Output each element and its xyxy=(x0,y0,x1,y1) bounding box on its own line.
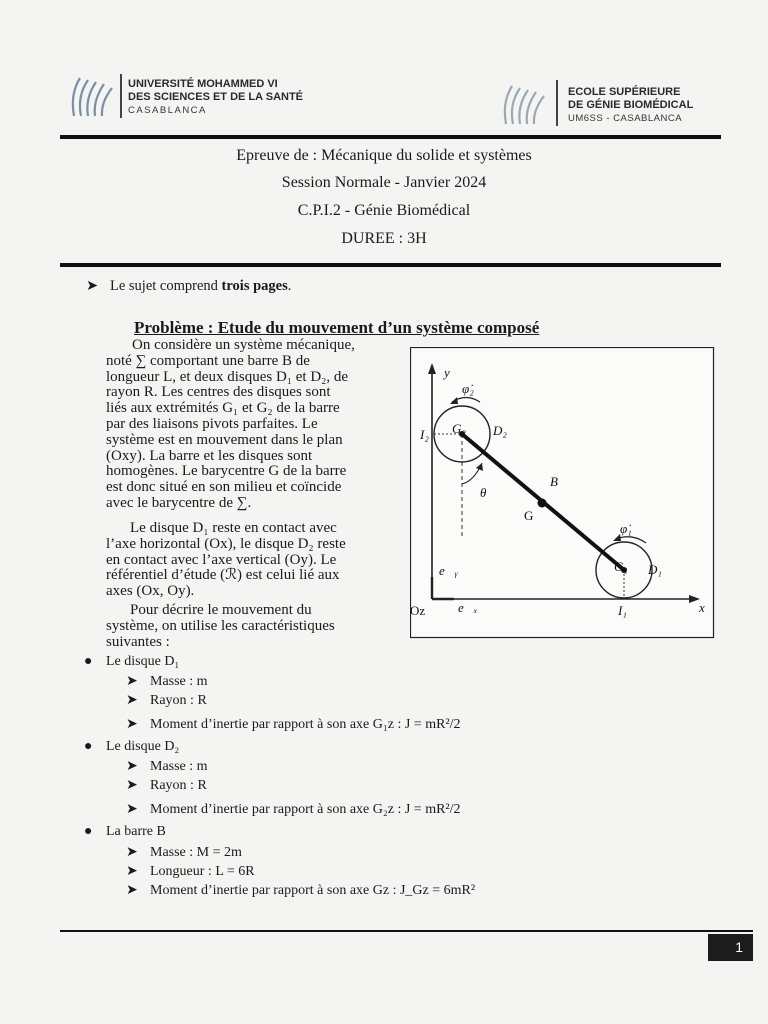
label-g: G xyxy=(524,508,534,523)
label-y: y xyxy=(444,365,450,380)
d2-mass: ➤ Masse : m xyxy=(126,759,208,774)
label-phi2: φ̇₂ xyxy=(462,381,474,396)
bullet-dot-icon: ● xyxy=(84,654,93,669)
arrow-bullet-icon: ➤ xyxy=(126,717,138,732)
header-rule-top xyxy=(60,135,721,139)
page-number: 1 xyxy=(735,939,743,955)
exam-program: C.P.I.2 - Génie Biomédical xyxy=(297,202,471,219)
component-d2-heading: ● Le disque D₂ xyxy=(84,739,180,754)
d2-inertia: ➤ Moment d’inertie par rapport à son axe G₂z : J = mR²/2 xyxy=(126,802,461,817)
label-d1: D₁ xyxy=(648,562,662,577)
label-g1: G₁ xyxy=(614,559,628,574)
arrow-bullet-icon: ➤ xyxy=(126,802,138,817)
d2-radius: ➤ Rayon : R xyxy=(126,778,207,793)
d1-radius: ➤ Rayon : R xyxy=(126,693,207,708)
exam-duration: DUREE : 3H xyxy=(341,230,427,247)
label-i1: I₁ xyxy=(618,603,627,618)
label-phi1: φ̇₁ xyxy=(620,521,632,536)
bullet-dot-icon: ● xyxy=(84,739,93,754)
school-logo-icon xyxy=(498,80,552,128)
arrow-bullet-icon: ➤ xyxy=(126,864,138,879)
pages-note: ➤ Le sujet comprend trois pages. xyxy=(86,278,292,294)
footer-rule xyxy=(60,930,753,932)
paragraph-3: Pour décrire le mouvement du système, on utilise les caractéristiques suivantes : xyxy=(106,602,335,650)
label-origin: Oz xyxy=(410,603,426,618)
right-logo-line-3: UM6SS - CASABLANCA xyxy=(568,113,683,124)
label-b: B xyxy=(550,474,558,489)
problem-title: Problème : Etude du mouvement d’un système composé xyxy=(134,318,540,337)
left-logo-line-2: DES SCIENCES ET DE LA SANTÉ xyxy=(128,91,304,103)
label-g2: G₂ xyxy=(452,421,466,436)
exam-title: Epreuve de : Mécanique du solide et systèmes xyxy=(236,147,532,164)
page-number-box xyxy=(708,934,753,961)
label-ex: e⃗ₓ xyxy=(458,600,478,615)
university-logo-icon xyxy=(66,72,120,120)
component-d1-heading: ● Le disque D₁ xyxy=(84,654,180,669)
exam-session: Session Normale - Janvier 2024 xyxy=(281,174,487,191)
barycenter-g xyxy=(538,499,547,508)
bar-mass: ➤ Masse : M = 2m xyxy=(126,845,242,860)
left-logo-line-1: UNIVERSITÉ MOHAMMED VI xyxy=(128,78,278,90)
right-logo-line-2: DE GÉNIE BIOMÉDICAL xyxy=(568,99,694,111)
paragraph-1: On considère un système mécanique, noté ∑ comportant une barre B de longueur L, et deux disques D₁ et D₂, de rayon R. Les centres des disques sont liés aux extrémités G₁ et G₂ de la barre par des liaisons pivots parfaites. Le système est en mouvement dans le plan (Oxy). La barre et les disques sont homogènes. Le barycentre G de la barre est donc situé en son milieu et coïncide avec le barycentre de ∑. xyxy=(106,337,355,511)
arrow-bullet-icon: ➤ xyxy=(126,883,138,898)
label-x: x xyxy=(699,600,705,615)
label-theta: θ xyxy=(480,485,487,500)
d1-inertia: ➤ Moment d’inertie par rapport à son axe G₁z : J = mR²/2 xyxy=(126,717,461,732)
arrow-bullet-icon: ➤ xyxy=(126,759,138,774)
label-d2: D₂ xyxy=(493,423,507,438)
left-logo-line-3: CASABLANCA xyxy=(128,105,207,116)
paragraph-2: Le disque D₁ reste en contact avec l’axe horizontal (Ox), le disque D₂ reste en contact avec l’axe vertical (Oy). Le référentiel d’étude (ℛ) est celui lié aux axes (Ox, Oy). xyxy=(106,520,346,600)
right-logo-line-1: ECOLE SUPÉRIEURE xyxy=(568,86,681,98)
arrow-bullet-icon: ➤ xyxy=(126,845,138,860)
header-rule-bottom xyxy=(60,263,721,267)
arrow-bullet-icon: ➤ xyxy=(126,693,138,708)
bar-inertia: ➤ Moment d’inertie par rapport à son axe Gz : J_Gz = 6mR² xyxy=(126,883,476,898)
d1-mass: ➤ Masse : m xyxy=(126,674,208,689)
bar-length: ➤ Longueur : L = 6R xyxy=(126,864,255,879)
component-bar-heading: ● La barre B xyxy=(84,824,166,839)
arrow-bullet-icon: ➤ xyxy=(126,778,138,793)
bullet-dot-icon: ● xyxy=(84,824,93,839)
mechanism-diagram xyxy=(410,347,715,639)
label-ey: e⃗ᵧ xyxy=(439,563,458,578)
arrow-bullet-icon: ➤ xyxy=(86,278,99,294)
arrow-bullet-icon: ➤ xyxy=(126,674,138,689)
label-i2: I₂ xyxy=(420,427,429,442)
